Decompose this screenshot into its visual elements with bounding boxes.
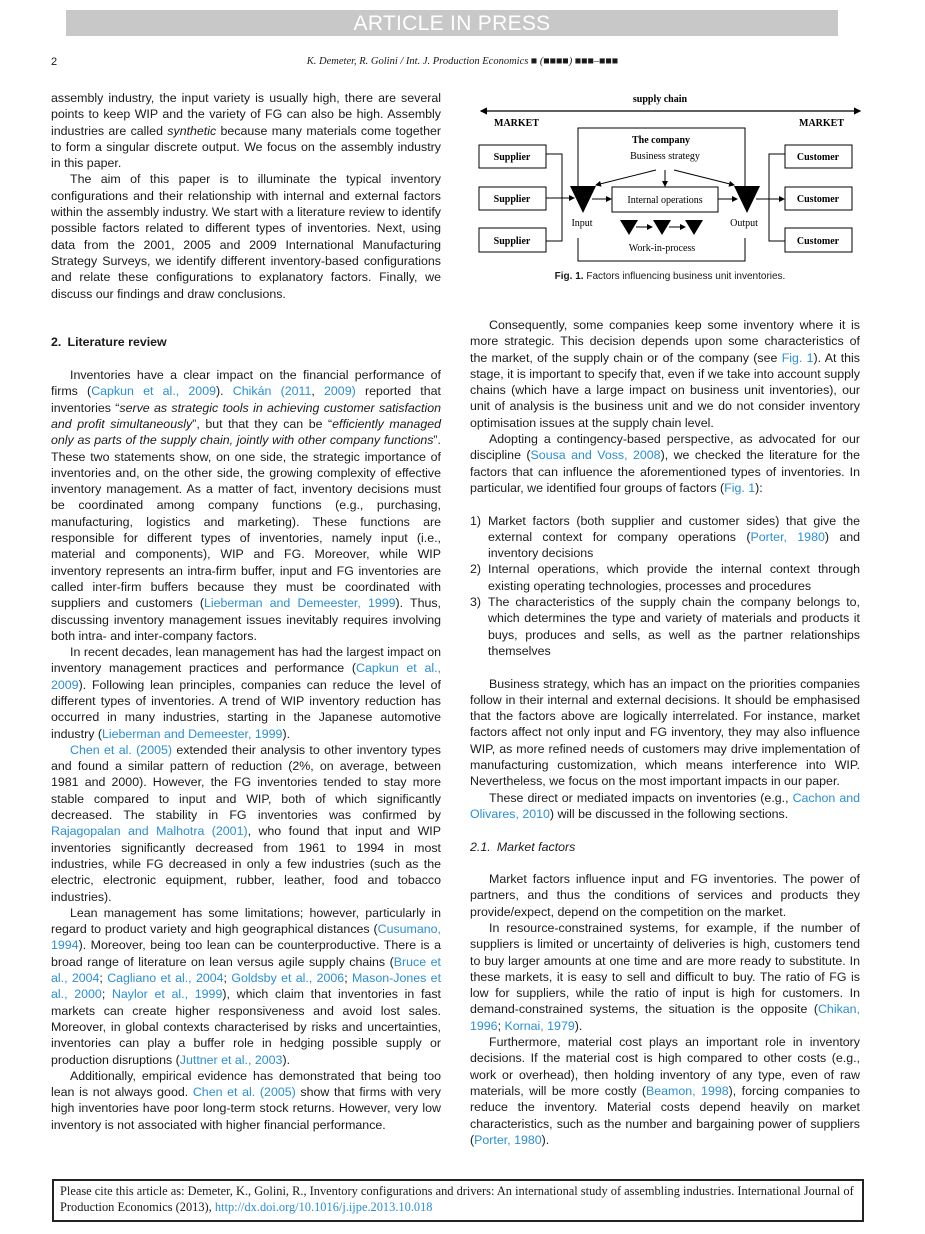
reference-link[interactable]: Juttner et al., 2003: [179, 1052, 283, 1067]
text-run: ):: [755, 480, 763, 495]
text-run: ). Thus, discussing inventory management issues inevitably requires involving both intra- and inter-company factors.: [51, 596, 441, 643]
text-run: The aim of this paper is to illuminate the typical inventory configurations and their relationship with internal and external factors within the assembly industry. We start with a literature review to identify possible factors related to different types of inventories. Next, using data from the 2001, 2005 and 2009 International Manufacturing Strategy Surveys, we identify different inventory-based configurations and relate these configurations to explanatory factors. Finally, we discuss our findings and draw conclusions.: [51, 172, 442, 301]
reference-link[interactable]: Cusumano, 1994: [51, 922, 441, 953]
text-run: ;: [99, 971, 108, 986]
svg-text:Customer: Customer: [796, 236, 840, 247]
text-run: ), forcing companies to reduce the inventory. Material costs depend heavily on market characteristics, such as the number and bargaining power of suppliers (: [470, 1083, 861, 1147]
text-run: Inventories have a clear impact on the financial performance of firms (: [51, 368, 441, 399]
citation-text: Please cite this article as: Demeter, K., Golini, R., Inventory configurations and drivers: An international study of assembling industries. International Journal of Production Economics (2013),: [60, 1184, 854, 1215]
factor-list: [470, 513, 860, 660]
paragraph: [470, 431, 860, 496]
paragraph: [51, 1068, 441, 1133]
text-run: ). Following lean principles, companies can reduce the level of different types of inventories. A trend of WIP inventory reduction has occurred in many industries, starting in the Japanese automotive industry (: [51, 677, 441, 741]
list-number: 2): [470, 562, 482, 577]
text-run: ) will be discussed in the following sections.: [549, 806, 789, 821]
paragraph: [51, 367, 441, 644]
customer-boxes: [785, 145, 852, 252]
text-run: Consequently, some companies keep some inventory where it is more strategic. This decision depends upon some characteristics of the market, of the supply chain or of the company (see: [470, 318, 860, 365]
text-run: because many materials come together to form a singular discrete output. We focus on the assembly industry in this paper.: [51, 123, 442, 171]
company-label: The company: [631, 135, 691, 146]
reference-link[interactable]: Porter, 1980: [474, 1132, 542, 1147]
reference-link[interactable]: Beamon, 1998: [646, 1083, 729, 1098]
figure-caption: [470, 271, 870, 282]
paragraph: [51, 905, 441, 1068]
right-column: [470, 317, 860, 1148]
svg-text:Customer: Customer: [796, 194, 840, 205]
svg-text:Customer: Customer: [796, 152, 840, 163]
market-right-label: MARKET: [799, 118, 844, 129]
input-label: Input: [571, 218, 593, 229]
text-run: ) and inventory decisions: [488, 529, 860, 561]
text-run: ).: [541, 1132, 550, 1147]
reference-link[interactable]: Mason-Jones et al., 2000: [51, 971, 442, 1002]
text-run: Adopting a contingency-based perspective, as advocated for our discipline (: [470, 432, 860, 463]
paragraph: [470, 920, 860, 1034]
text-run: In resource-constrained systems, for example, if the number of suppliers is limited or uncertainty of deliveries is high, customers tend to buy larger amounts at one time and are more ready to substitute. In these markets, it is easy to sell and difficult to buy. The ratio of FG is low for suppliers, while the ratio of input is high for customers. In demand-constrained systems, the situation is the opposite (: [470, 920, 860, 1017]
text-run: ;: [344, 971, 352, 986]
svg-text:Supplier: Supplier: [493, 236, 531, 247]
article-in-press-banner: ARTICLE IN PRESS: [66, 10, 838, 36]
text-run: ). At this stage, it is important to specify that, even if we take into account supply chains (which have a large impact on business unit inventories), our unit of analysis is the business unit and we do not consider inventory optimisation issues at the supply chain level.: [470, 350, 860, 430]
spacer: [470, 855, 860, 871]
text-run: ).: [574, 1018, 583, 1033]
reference-link[interactable]: Fig. 1: [781, 350, 814, 365]
reference-link[interactable]: Lieberman and Demeester, 1999: [203, 596, 396, 611]
text-run: Market factors influence input and FG inventories. The power of partners, and thus the conditions of services and products they provide/expect, depend on the competition on the market.: [470, 872, 860, 919]
paragraph: [51, 644, 441, 742]
list-item: [470, 561, 860, 594]
running-head: K. Demeter, R. Golini / Int. J. Production Economics ■ (■■■■) ■■■–■■■: [306, 56, 619, 67]
output-label: Output: [730, 218, 758, 229]
text-run: In recent decades, lean management has had the largest impact on inventory management practices and performance (: [51, 645, 441, 676]
text-run: Lean management has some limitations; however, particularly in regard to product variety and high geographical distances (: [51, 905, 441, 937]
section-heading: 2. Literature review: [51, 335, 167, 350]
reference-link[interactable]: Porter, 1980: [750, 529, 825, 544]
text-run: ). Moreover, being too lean can be counterproductive. There is a broad range of literature on lean versus agile supply chains (: [51, 938, 441, 969]
reference-link[interactable]: Goldsby et al., 2006: [231, 971, 345, 986]
spacer: [470, 496, 860, 512]
business-strategy-label: Business strategy: [630, 151, 700, 162]
italic-text: efficiently managed only as parts of the supply chain, jointly with other company functions: [51, 416, 441, 448]
paragraph: [470, 790, 860, 823]
list-number: 1): [470, 513, 482, 528]
reference-link[interactable]: Chikán (2011: [232, 384, 312, 399]
reference-link[interactable]: Capkun et al., 2009: [91, 384, 216, 399]
citation-box: [52, 1179, 864, 1222]
paragraph: [51, 742, 441, 905]
paragraph: [470, 676, 860, 790]
italic-text: serve as strategic tools in achieving customer satisfaction and profit simultaneously: [51, 400, 441, 431]
text-run: ).: [215, 384, 233, 399]
text-run: ”, but that they can be “: [192, 416, 333, 431]
text-run: show that firms with very high inventories have poor long-term stock returns. However, very low inventory is not associated with higher financial performance.: [51, 1085, 441, 1132]
text-run: ), we checked the literature for the factors that can influence the aforementioned types of inventories. In particular, we identified four groups of factors (: [470, 448, 860, 495]
caption-text: Factors influencing business unit inventories.: [586, 271, 786, 282]
italic-text: synthetic: [167, 123, 217, 138]
paragraph: [51, 171, 441, 301]
text-run: extended their analysis to other inventory types and found a similar pattern of reduction (2%, on average, between 1981 and 2000). However, the FG inventories tended to stay more stable compared to input and WIP, both of which significantly decreased. The stability in FG inventories was confirmed by: [51, 742, 442, 823]
spacer: [470, 822, 860, 838]
text-run: ).: [282, 726, 291, 741]
list-number: 3): [470, 595, 482, 610]
text-run: , who found that input and WIP inventories significantly decreased from 1961 to 1994 in most industries, while FG decreased in only a few industries (such as the electric, electronic equipment, rubber, leather, food and tobacco industries).: [51, 824, 441, 904]
text-run: ).: [282, 1052, 291, 1067]
doi-link[interactable]: http://dx.doi.org/10.1016/j.ijpe.2013.10.018: [214, 1200, 433, 1215]
text-run: ;: [223, 971, 232, 986]
list-item: [470, 513, 860, 562]
paragraph: [470, 317, 860, 431]
reference-link[interactable]: Chen et al. (2005): [192, 1085, 296, 1100]
market-left-label: MARKET: [494, 118, 539, 129]
reference-link[interactable]: Capkun et al., 2009: [51, 661, 441, 692]
reference-link[interactable]: Rajagopalan and Malhotra (2001): [51, 824, 248, 839]
section-heading: 2.1. Market factors: [470, 839, 576, 854]
text-run: ,: [311, 384, 325, 399]
wip-inventory-icons: [620, 220, 703, 235]
reference-link[interactable]: Bruce et al., 2004: [51, 954, 441, 986]
text-run: ;: [101, 987, 112, 1002]
reference-link[interactable]: Cagliano et al., 2004: [107, 971, 224, 986]
text-run: ;: [497, 1018, 505, 1033]
supplier-boxes: [479, 145, 546, 252]
supply-chain-label: supply chain: [632, 94, 688, 105]
text-run: reported that inventories “: [51, 384, 441, 415]
text-run: Business strategy, which has an impact on the priorities companies follow in their internal and external decisions. It should be emphasised that the factors above are logically interrelated. For instance, market factors affect not only input and FG inventory, they may also influence WIP, as more refined needs of customers may drive implementation of manufacturing customization, which means interference into WIP. Nevertheless, we focus on the most important impacts in our paper.: [470, 676, 860, 789]
left-column: [51, 90, 441, 1133]
text-run: Market factors (both supplier and customer sides) that give the external context for company operations (: [488, 513, 860, 544]
text-run: ), which claim that inventories in fast markets can create higher responsiveness and avoid lost sales. Moreover, in global contexts characterised by risks and uncertainties, inventories can play a buffer role in hedging possible supply or production disruptions (: [51, 987, 441, 1067]
spacer: [51, 351, 441, 367]
reference-link[interactable]: 2009): [324, 384, 356, 399]
reference-link[interactable]: Cachon and Olivares, 2010: [470, 790, 860, 821]
internal-operations-label: Internal operations: [627, 195, 703, 206]
wip-label: Work-in-process: [628, 243, 696, 254]
reference-link[interactable]: Chen et al. (2005): [70, 742, 173, 757]
text-run: Furthermore, material cost plays an important role in inventory decisions. If the material cost is high compared to other costs (e.g., work or overhead), then holding inventory of any type, even of raw materials, will be more costly (: [470, 1035, 860, 1098]
reference-link[interactable]: Lieberman and Demeester, 1999: [101, 726, 283, 741]
paragraph: [51, 90, 441, 171]
caption-label: Fig. 1.: [554, 271, 584, 282]
reference-link[interactable]: Fig. 1: [724, 480, 756, 495]
spacer: [51, 302, 441, 318]
reference-link[interactable]: Kornai, 1979: [504, 1018, 575, 1033]
paragraph: [470, 1034, 860, 1148]
text-run: Additionally, empirical evidence has demonstrated that being too lean is not always good.: [51, 1068, 441, 1100]
text-run: Internal operations, which provide the internal context through existing operating technologies, processes and procedures: [488, 562, 860, 593]
spacer: [470, 659, 860, 675]
text-run: These direct or mediated impacts on inventories (e.g.,: [489, 790, 793, 805]
list-item: [470, 594, 860, 659]
figure-1-diagram: [470, 85, 870, 270]
svg-text:Supplier: Supplier: [493, 152, 531, 163]
reference-link[interactable]: Chikan, 1996: [470, 1002, 860, 1033]
paragraph: [470, 871, 860, 920]
text-run: The characteristics of the supply chain the company belongs to, which determines the type and variety of materials and products it buys, produces and sells, as well as the partner relationships themselves: [488, 595, 860, 658]
reference-link[interactable]: Sousa and Voss, 2008: [530, 448, 661, 463]
text-run: ”. These two statements show, on one side, the strategic importance of inventories and, on the other side, the growing complexity of effective inventory management. As a matter of fact, inventory decisions must be coordinated among company functions (e.g., purchasing, manufacturing, logistics and marketing). These functions are responsible for different types of inventories, namely input (i.e., material and components), WIP and FG. Moreover, while WIP inventory represents an intra-firm buffer, input and FG inventories are called inter-firm buffers because they must be coordinated with suppliers and customers (: [51, 433, 441, 611]
page-number: 2: [51, 56, 58, 68]
spacer: [51, 318, 441, 334]
reference-link[interactable]: Naylor et al., 1999: [111, 987, 223, 1002]
text-run: assembly industry, the input variety is usually high, there are several points to keep WIP and the variety of FG can also be high. Assembly industries are called: [51, 91, 441, 138]
svg-text:Supplier: Supplier: [493, 194, 531, 205]
